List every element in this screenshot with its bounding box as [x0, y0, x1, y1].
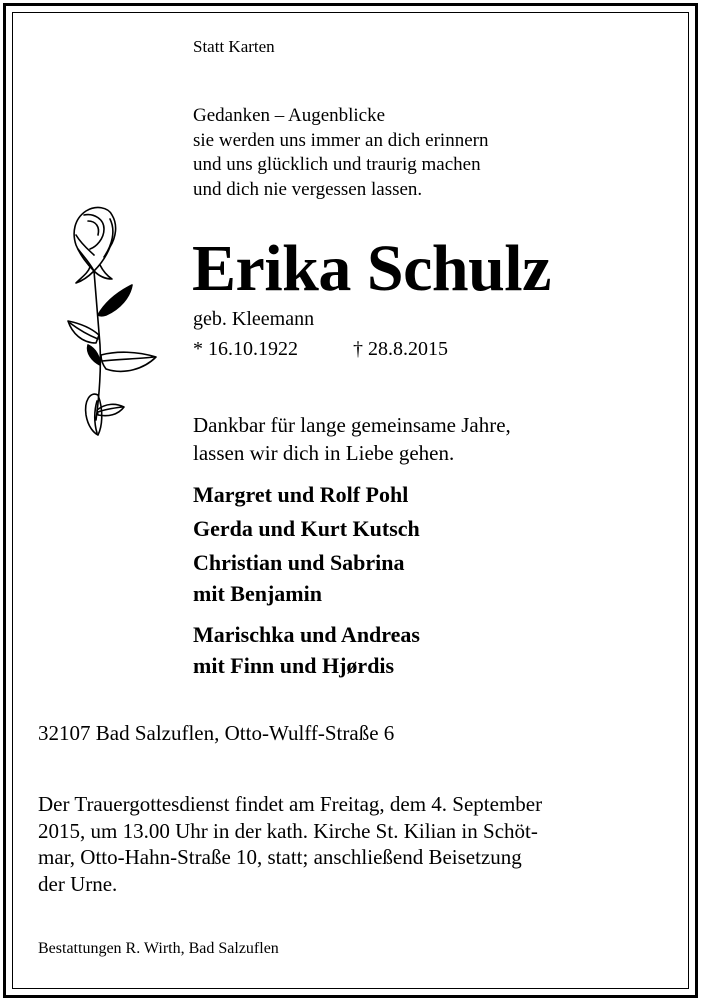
statt-karten-label: Statt Karten [193, 37, 275, 56]
thanks-line: Dankbar für lange gemeinsame Jahre, [193, 413, 511, 437]
thanks-line: lassen wir dich in Liebe gehen. [193, 441, 455, 465]
mourner-line: Marischka und Andreas [193, 622, 420, 647]
mourner-group [193, 513, 420, 544]
service-line: Der Trauergottesdienst findet am Freitag, dem 4. September [38, 792, 543, 816]
family-address: 32107 Bad Salzuflen, Otto-Wulff-Straße 6 [38, 721, 395, 745]
rose-icon [60, 205, 170, 455]
birth-name: geb. Kleemann [193, 308, 315, 330]
deceased-name: Erika Schulz [192, 232, 551, 305]
mourner-line: mit Benjamin [193, 581, 322, 606]
funeral-home: Bestattungen R. Wirth, Bad Salzuflen [38, 940, 279, 957]
mourner-group [193, 547, 405, 609]
service-line: 2015, um 13.00 Uhr in der kath. Kirche St. Kilian in Schöt- [38, 818, 538, 843]
service-line: der Urne. [38, 871, 118, 896]
thanks-text [193, 411, 511, 467]
birth-date: * 16.10.1922 [193, 338, 298, 360]
mourner-line: Gerda und Kurt Kutsch [193, 516, 420, 541]
mourner-line: Christian und Sabrina [193, 550, 405, 575]
mourner-line: mit Finn und Hjørdis [193, 653, 395, 678]
death-date: † 28.8.2015 [353, 338, 448, 360]
service-notice [38, 791, 662, 897]
verse-line: und dich nie vergessen lassen. [193, 178, 423, 200]
verse-line: und uns glücklich und traurig machen [193, 154, 481, 175]
mourner-group [193, 479, 408, 510]
service-line: mar, Otto-Hahn-Straße 10, statt; anschließend Beisetzung [38, 845, 522, 869]
mourner-line: Margret und Rolf Pohl [193, 482, 409, 507]
verse-line: sie werden uns immer an dich erinnern [193, 129, 489, 151]
verse-line: Gedanken – Augenblicke [193, 105, 386, 126]
verse [193, 104, 488, 202]
mourner-group [193, 619, 420, 681]
